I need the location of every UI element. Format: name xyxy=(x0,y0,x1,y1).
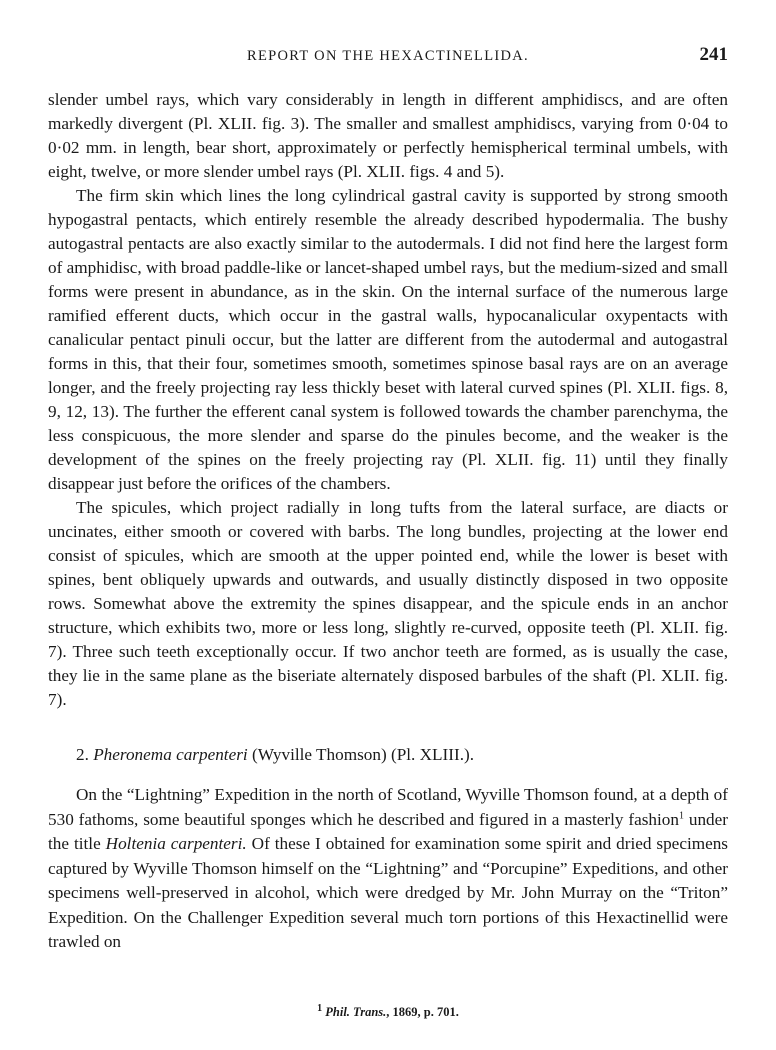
section-heading-rest: (Wyville Thomson) (Pl. XLIII.). xyxy=(251,745,475,764)
species-name: Pheronema carpenteri xyxy=(93,745,248,764)
italic-title: Holtenia carpenteri. xyxy=(105,834,247,853)
paragraph-part-1: On the “Lightning” Expedition in the north of Scotland, Wyville Thomson found, at a depth of 530 fathoms, some beautiful sponges which he described and figured in a masterly fashion xyxy=(48,785,728,829)
body-text xyxy=(48,88,728,955)
footnote-marker: 1 xyxy=(317,1002,323,1014)
footnote-journal: Phil. Trans. xyxy=(325,1005,387,1019)
paragraph-spicules: The spicules, which project radially in long tufts from the lateral surface, are diacts or uncinates, either smooth or covered with barbs. The long bundles, projecting at the lower end consist of spicules, which are smooth at the upper pointed end, while the lower is beset with spines, bent obliquely upwards and outwards, and usually distinctly disposed in two opposite rows. Somewhat above the extremity the spines disappear, and the spicule ends in an anchor structure, which exhibits two, more or less long, slightly re-curved, opposite teeth (Pl. XLII. fig. 7). Three such teeth exceptionally occur. If two anchor teeth are formed, as is usually the case, they lie in the same plane as the biseriate alternately disposed barbules of the shaft (Pl. XLII. fig. 7). xyxy=(48,498,728,709)
paragraph-lightning-expedition xyxy=(48,783,728,955)
section-heading xyxy=(76,743,728,767)
paragraph-part-2: under the title xyxy=(48,809,728,853)
paragraph-amphidiscs: slender umbel rays, which vary considerably in length in different amphidiscs, and are often markedly divergent (Pl. XLII. fig. 3). The smaller and smallest amphidiscs, varying from 0·04 to 0·02 mm. in length, bear short, approximately or perfectly hemispherical terminal umbels, with eight, twelve, or more slender umbel rays (Pl. XLII. figs. 4 and 5). xyxy=(48,90,728,181)
footnote xyxy=(48,1002,728,1020)
footnote-citation: , 1869, p. 701. xyxy=(386,1005,459,1019)
paragraph-gastral-skin: The firm skin which lines the long cylindrical gastral cavity is supported by strong smooth hypogastral pentacts, which entirely resemble the already described hypodermalia. The bushy autogastral pentacts are also exactly similar to the autodermals. I did not find here the largest form of amphidisc, with broad paddle-like or lancet-shaped umbel rays, but the medium-sized and small forms were present in abundance, as in the skin. On the internal surface of the numerous large ramified efferent ducts, which occur in the gastral walls, hypocanalicular oxypentacts with canalicular pentact pinuli occur, but the latter are different from the autodermal and autogastral forms in this, that their four, sometimes smooth, sometimes spinose basal rays are on an average longer, and the freely projecting ray less thickly beset with lateral curved spines (Pl. XLII. figs. 8, 9, 12, 13). The further the efferent canal system is followed towards the chamber parenchyma, the less conspicuous, the more slender and sparse do the pinules become, and the weaker is the development of the spines on the freely projecting ray (Pl. XLII. fig. 11) until they finally disappear just before the orifices of the chambers. xyxy=(48,186,728,493)
page-number: 241 xyxy=(699,44,728,65)
section-number: 2. xyxy=(76,745,89,764)
running-head: REPORT ON THE HEXACTINELLIDA. xyxy=(247,48,529,64)
footnote-reference: 1 xyxy=(678,809,684,821)
paragraph-part-3: Of these I obtained for examination some spirit and dried specimens captured by Wyville Thomson himself on the “Lightning” and “Porcupine” Expeditions, and other specimens well-preserved in alcohol, which were dredged by Mr. John Murray on the “Triton” Expedition. On the Challenger Expedition several much torn portions of this Hexactinellid were trawled on xyxy=(48,834,728,951)
page-header xyxy=(48,44,728,74)
